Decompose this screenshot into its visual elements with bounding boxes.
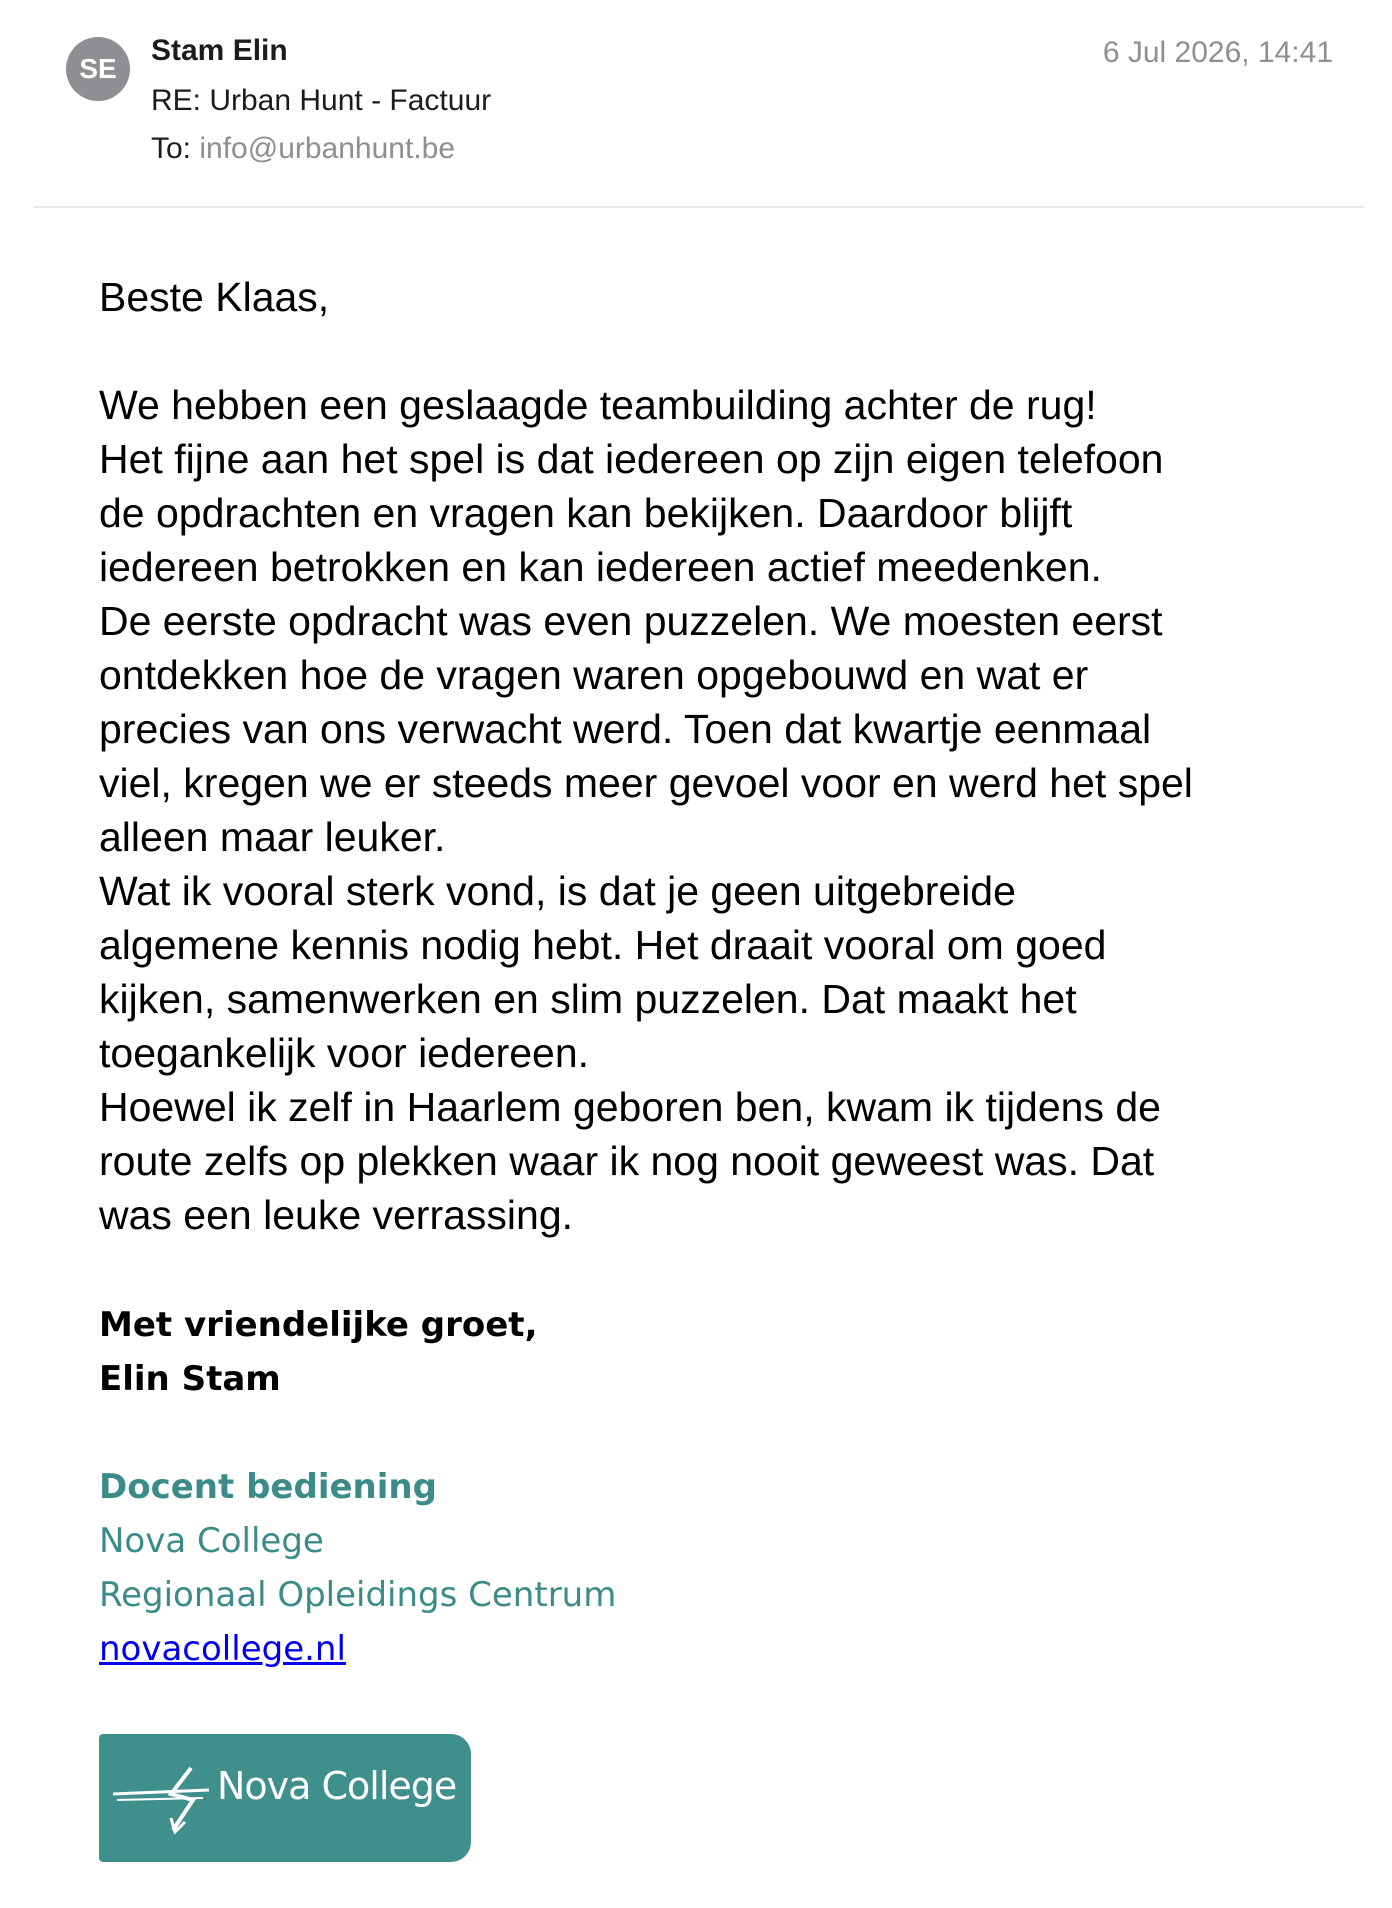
body-line: alleen maar leuker. — [99, 814, 446, 860]
body-line: algemene kennis nodig hebt. Het draait vooral om goed — [99, 922, 1107, 968]
body-line: de opdrachten en vragen kan bekijken. Daardoor blijft — [99, 490, 1073, 536]
body-line: route zelfs op plekken waar ik nog nooit geweest was. Dat — [99, 1138, 1155, 1184]
sender-name[interactable]: Stam Elin — [151, 34, 288, 67]
recipient-address[interactable]: info@urbanhunt.be — [199, 132, 456, 165]
body-line: We hebben een geslaagde teambuilding achter de rug! — [99, 382, 1097, 428]
body-line: viel, kregen we er steeds meer gevoel voor en werd het spel — [99, 760, 1193, 806]
body-line: toegankelijk voor iedereen. — [99, 1030, 590, 1076]
message-header — [0, 0, 1392, 206]
avatar[interactable]: SE — [66, 37, 130, 101]
signature-name: Elin Stam — [99, 1359, 281, 1399]
body-line: Het fijne aan het spel is dat iedereen op zijn eigen telefoon — [99, 436, 1164, 482]
body-line: iedereen betrokken en kan iedereen actief meedenken. — [99, 544, 1102, 590]
body-line: kijken, samenwerken en slim puzzelen. Dat maakt het — [99, 976, 1077, 1022]
website-link[interactable]: novacollege.nl — [99, 1629, 346, 1669]
logo-text: Nova College — [217, 1764, 457, 1808]
signature-role: Docent bediening — [99, 1467, 437, 1507]
signature — [99, 1298, 616, 1676]
body-line: precies van ons verwacht werd. Toen dat kwartje eenmaal — [99, 706, 1152, 752]
signature-org-sub: Regionaal Opleidings Centrum — [99, 1575, 617, 1615]
nova-college-logo[interactable] — [99, 1734, 471, 1862]
header-divider — [34, 206, 1364, 208]
lightning-arrows-icon — [113, 1764, 223, 1834]
body-line: was een leuke verrassing. — [99, 1192, 574, 1238]
message-date: 6 Jul 2026, 14:41 — [1102, 36, 1333, 69]
message-text — [99, 378, 1339, 1242]
body-line: ontdekken hoe de vragen waren opgebouwd en wat er — [99, 652, 1089, 698]
signature-org: Nova College — [99, 1521, 324, 1561]
body-line: De eerste opdracht was even puzzelen. We moesten eerst — [99, 598, 1163, 644]
greeting: Beste Klaas, — [99, 274, 330, 320]
recipient-line — [151, 132, 455, 166]
body-line: Hoewel ik zelf in Haarlem geboren ben, kwam ik tijdens de — [99, 1084, 1161, 1130]
signature-closing: Met vriendelijke groet, — [99, 1305, 538, 1345]
to-label: To: — [151, 132, 192, 165]
subject-line: RE: Urban Hunt - Factuur — [151, 84, 492, 117]
message-body — [99, 270, 1339, 1242]
body-line: Wat ik vooral sterk vond, is dat je geen uitgebreide — [99, 868, 1016, 914]
